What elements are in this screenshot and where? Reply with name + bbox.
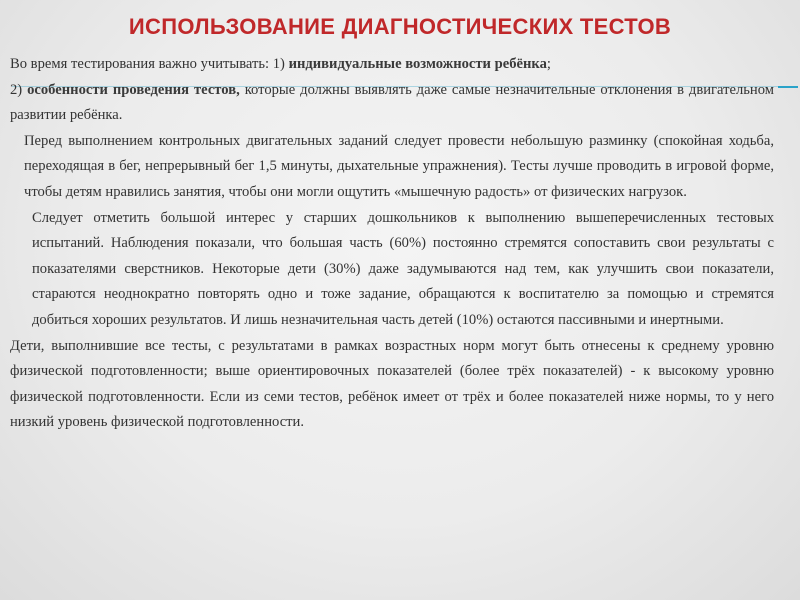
intro-number-2: 2) [10, 81, 28, 98]
slide-title: ИСПОЛЬЗОВАНИЕ ДИАГНОСТИЧЕСКИХ ТЕСТОВ [128, 14, 672, 39]
intro-rest: которые должны выявлять даже самые незначительные отклонения в двигательном развитии ребёнка. [10, 81, 774, 124]
intro-semicolon: ; [546, 56, 551, 72]
paragraph-warmup: Перед выполнением контрольных двигательных заданий следует провести небольшую разминку (спокойная ходьба, переходящая в бег, непрерывный бег 1,5 минуты, дыхательные упражнения). Тесты лучше проводить в игровой форме, чтобы детям нравились занятия, чтобы они могли ощутить «мышечную радость» от физических нагрузок. [24, 132, 774, 200]
intro-bold-features: особенности проведения тестов, [27, 81, 240, 98]
intro-text: Во время тестирования важно учитывать: 1) [10, 56, 289, 72]
slide-body [10, 52, 774, 436]
paragraph-levels: Дети, выполнившие все тесты, с результатами в рамках возрастных норм могут быть отнесены к среднему уровню физической подготовленности; выше ориентировочных показателей (более трёх показателей) - к высокому уровню физической подготовленности. Если из семи тестов, ребёнок имеет от трёх и более показателей ниже нормы, то у него низкий уровень физической подготовленности. [10, 337, 774, 431]
intro-line-2 [10, 78, 774, 129]
accent-rule [778, 86, 798, 88]
intro-line-1 [10, 52, 774, 78]
intro-bold-individual: индивидуальные возможности ребёнка [288, 56, 547, 72]
paragraph-interest: Следует отметить большой интерес у старших дошкольников к выполнению вышеперечисленных тестовых испытаний. Наблюдения показали, что большая часть (60%) постоянно стремятся сопоставить свои результаты с показателями сверстников. Некоторые дети (30%) даже задумываются над тем, как улучшить свои показатели, стараются неоднократно повторять одно и тоже задание, обращаются к воспитателю за помощью и стремятся добиться хороших результатов. И лишь незначительная часть детей (10%) остаются пассивными и инертными. [32, 209, 774, 328]
